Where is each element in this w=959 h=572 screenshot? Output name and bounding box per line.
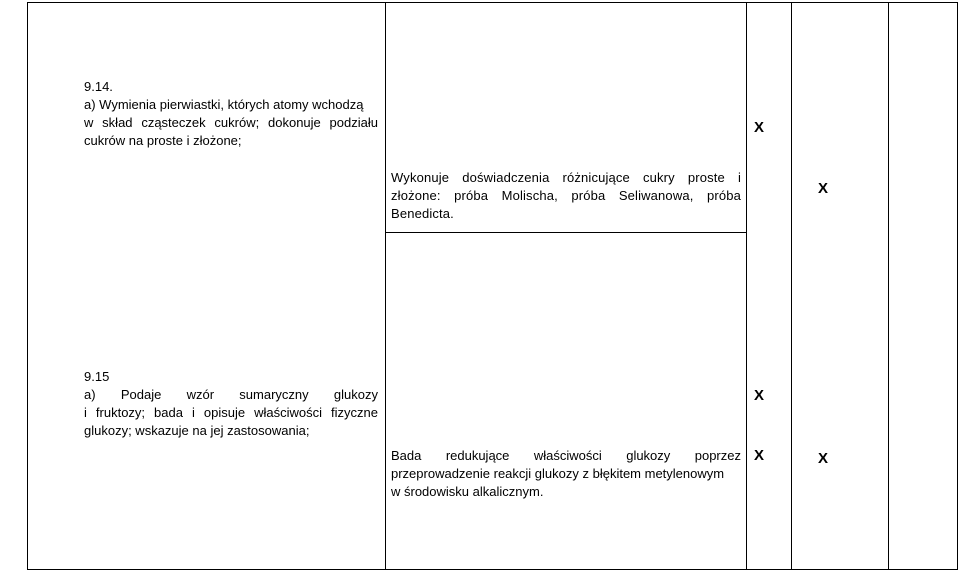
activity-line: Bada redukujące właściwości glukozy poprzez xyxy=(391,448,741,463)
vline-left xyxy=(27,2,28,570)
mark-x: X xyxy=(754,447,765,464)
top-border xyxy=(27,2,958,3)
activity-line: złożone: próba Molischa, próba Seliwanowa, próba xyxy=(391,188,741,203)
requirement-line: glukozy; wskazuje na jej zastosowania; xyxy=(84,423,310,438)
requirement-line: a) Wymienia pierwiastki, których atomy wchodzą xyxy=(84,97,364,112)
vline-col5 xyxy=(888,2,889,570)
mark-x: X xyxy=(754,387,765,404)
activity-line: Benedicta. xyxy=(391,206,454,221)
activity-line: Wykonuje doświadczenia różnicujące cukry proste i xyxy=(391,170,741,185)
vline-right xyxy=(957,2,958,570)
row-separator-1 xyxy=(385,232,747,233)
activity-line: przeprowadzenie reakcji glukozy z błękitem metylenowym xyxy=(391,466,725,481)
vline-col2 xyxy=(385,2,386,570)
activity-line: w środowisku alkalicznym. xyxy=(391,484,544,499)
mark-x: X xyxy=(818,450,829,467)
mark-x: X xyxy=(754,119,765,136)
requirement-line: a) Podaje wzór sumaryczny glukozy xyxy=(84,387,378,402)
vline-col3 xyxy=(746,2,747,570)
mark-x: X xyxy=(818,180,829,197)
vline-col4 xyxy=(791,2,792,570)
requirement-line: cukrów na proste i złożone; xyxy=(84,133,242,148)
requirement-line: i fruktozy; bada i opisuje właściwości fizyczne xyxy=(84,405,378,420)
row-separator-2 xyxy=(27,569,958,570)
section-number: 9.14. xyxy=(84,79,113,94)
requirement-line: w skład cząsteczek cukrów; dokonuje podziału xyxy=(84,115,378,130)
section-number: 9.15 xyxy=(84,369,110,384)
